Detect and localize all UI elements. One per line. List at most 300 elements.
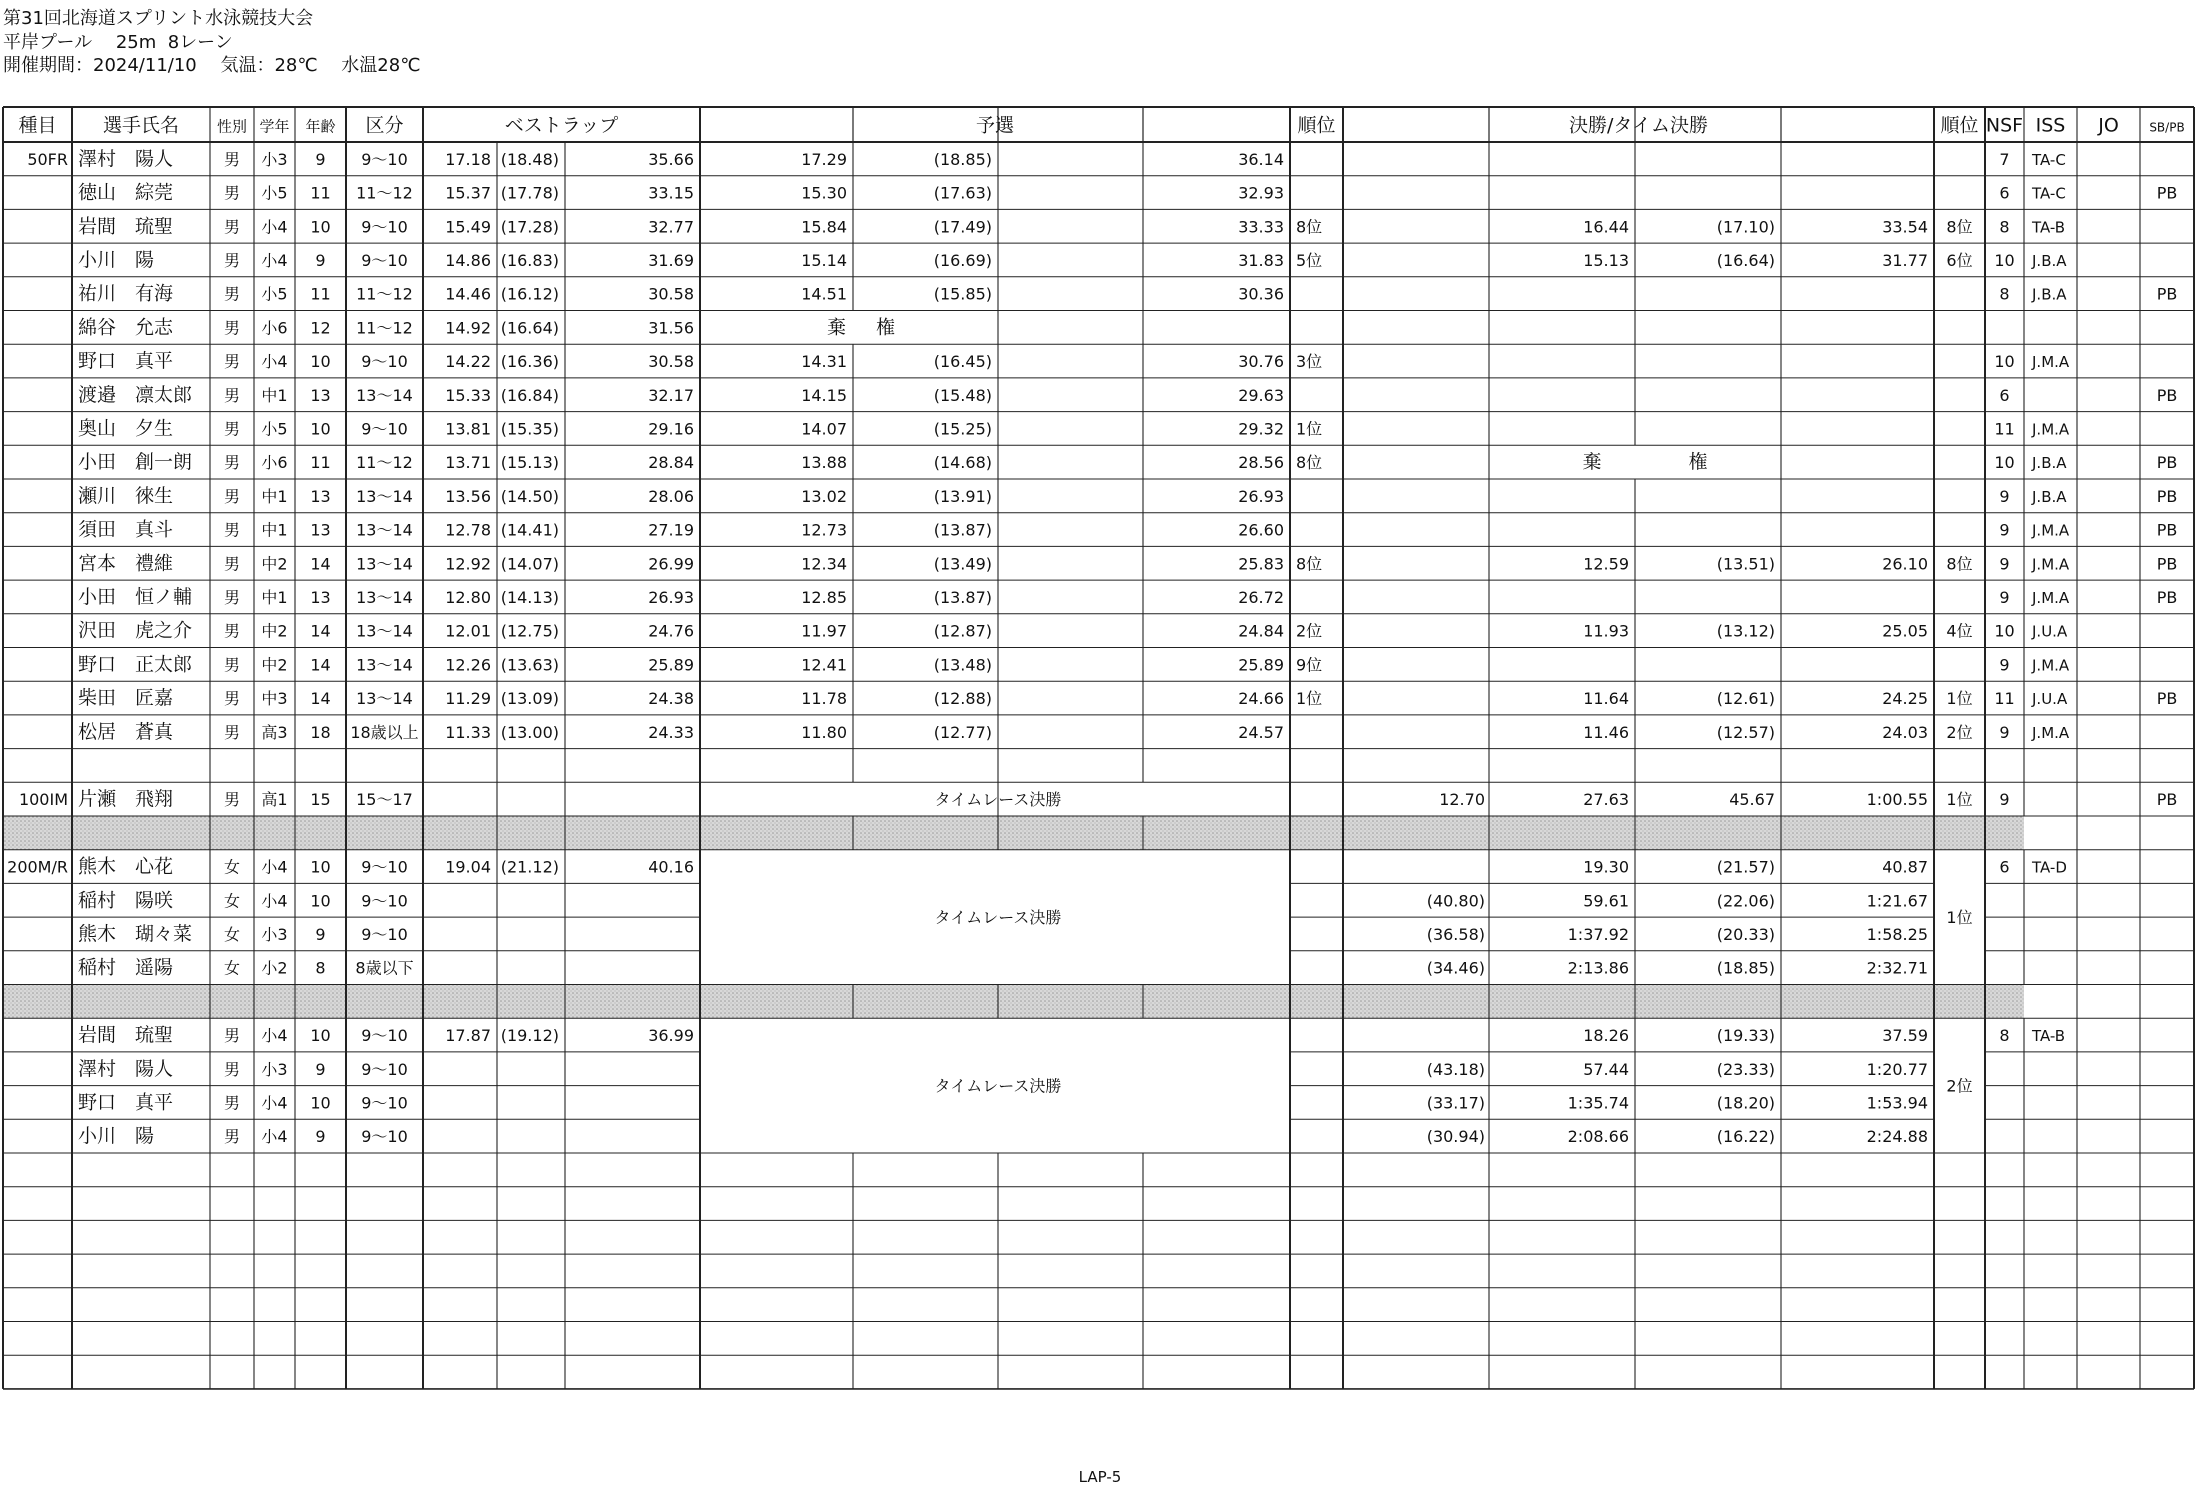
swimmer-name: 小川 陽 xyxy=(78,1125,155,1148)
sbpb-cell: PB xyxy=(2156,520,2178,540)
sbpb-cell: PB xyxy=(2156,587,2178,607)
final-rank: 1位 xyxy=(1946,689,1973,709)
age-cell: 10 xyxy=(310,857,331,877)
final-rank: 1位 xyxy=(1946,790,1973,810)
final-split: 59.61 xyxy=(1583,891,1629,911)
sex-cell: 男 xyxy=(223,250,241,270)
prelim-rank: 3位 xyxy=(1296,352,1323,372)
final-split: (40.80) xyxy=(1426,891,1485,911)
final-split: 2:08.66 xyxy=(1567,1127,1629,1147)
swimmer-name: 小田 創一朗 xyxy=(78,451,193,474)
grade-cell: 小2 xyxy=(261,958,288,978)
best-lap-split: (14.41) xyxy=(500,520,559,540)
final-time: 1:21.67 xyxy=(1866,891,1928,911)
grade-cell: 中1 xyxy=(261,587,288,607)
division-cell: 9～10 xyxy=(361,857,408,877)
shaded-separator-row xyxy=(3,816,2024,850)
final-split: (16.64) xyxy=(1716,250,1775,270)
age-cell: 13 xyxy=(310,385,331,405)
grade-cell: 小4 xyxy=(261,857,288,877)
final-split: 1:35.74 xyxy=(1567,1093,1629,1113)
sex-cell: 男 xyxy=(223,587,241,607)
iss-cell: J.B.A xyxy=(2032,454,2067,473)
nsf-cell: 8 xyxy=(1999,217,2010,237)
age-cell: 14 xyxy=(310,689,331,709)
prelim-time: 13.02 xyxy=(801,486,847,506)
prelim-time: 11.80 xyxy=(801,722,847,742)
prelim-time: 12.73 xyxy=(801,520,847,540)
prelim-time: 15.30 xyxy=(801,183,847,203)
sex-cell: 男 xyxy=(223,790,241,810)
col-header-final: 決勝/タイム決勝 xyxy=(1568,114,1709,137)
prelim-rank: 9位 xyxy=(1296,655,1323,675)
prelim-time: 15.14 xyxy=(801,250,847,270)
best-lap-split: 12.78 xyxy=(445,520,491,540)
iss-cell: J.M.A xyxy=(2032,656,2070,675)
final-withdraw: 棄 xyxy=(1582,451,1602,474)
prelim-time: (17.63) xyxy=(933,183,992,203)
sex-cell: 女 xyxy=(223,891,241,911)
iss-cell: TA-C xyxy=(2032,150,2066,169)
best-lap-total: 24.76 xyxy=(648,621,694,641)
final-time: 24.25 xyxy=(1882,689,1928,709)
best-lap-total: 24.33 xyxy=(648,722,694,742)
col-header-prelim: 予選 xyxy=(975,114,1015,137)
final-rank: 8位 xyxy=(1946,554,1973,574)
division-cell: 15～17 xyxy=(356,790,413,810)
swimmer-name: 澤村 陽人 xyxy=(78,147,174,170)
swimmer-name: 熊木 心花 xyxy=(78,855,174,878)
grade-cell: 小4 xyxy=(261,352,288,372)
swimmer-name: 野口 真平 xyxy=(78,1091,174,1114)
prelim-time: (17.49) xyxy=(933,217,992,237)
final-split: (18.85) xyxy=(1716,958,1775,978)
final-split: (33.17) xyxy=(1426,1093,1485,1113)
grade-cell: 中1 xyxy=(261,486,288,506)
final-split: (23.33) xyxy=(1716,1059,1775,1079)
shaded-separator-row xyxy=(3,985,2024,1019)
prelim-time-race-label: タイムレース決勝 xyxy=(934,790,1062,810)
prelim-rank: 8位 xyxy=(1296,554,1323,574)
division-cell: 9～10 xyxy=(361,924,408,944)
sex-cell: 女 xyxy=(223,857,241,877)
final-split: (36.58) xyxy=(1426,924,1485,944)
sex-cell: 男 xyxy=(223,520,241,540)
grade-cell: 小6 xyxy=(261,453,288,473)
final-rank: 2位 xyxy=(1946,722,1973,742)
nsf-cell: 11 xyxy=(1994,689,2015,709)
final-split: (16.22) xyxy=(1716,1127,1775,1147)
iss-cell: TA-B xyxy=(2032,218,2066,237)
col-header-division: 区分 xyxy=(365,114,404,137)
prelim-time: (13.87) xyxy=(933,520,992,540)
nsf-cell: 8 xyxy=(1999,284,2010,304)
best-lap-split: (19.12) xyxy=(500,1026,559,1046)
swimmer-name: 稲村 陽咲 xyxy=(78,889,174,912)
prelim-time: 29.32 xyxy=(1238,419,1284,439)
iss-cell: TA-D xyxy=(2032,858,2067,877)
final-split: (12.61) xyxy=(1716,689,1775,709)
best-lap-split: 19.04 xyxy=(445,857,491,877)
prelim-time: 24.66 xyxy=(1238,689,1284,709)
iss-cell: J.M.A xyxy=(2032,353,2070,372)
sex-cell: 男 xyxy=(223,1093,241,1113)
meet-conditions: 開催期間：2024/11/10 気温：28℃ 水温28℃ xyxy=(3,55,421,76)
best-lap-total: 33.15 xyxy=(648,183,694,203)
division-cell: 9～10 xyxy=(361,149,408,169)
prelim-time: (16.69) xyxy=(933,250,992,270)
swimmer-name: 岩間 琉聖 xyxy=(78,1024,174,1047)
nsf-cell: 6 xyxy=(1999,385,2010,405)
best-lap-split: (14.50) xyxy=(500,486,559,506)
best-lap-split: 14.92 xyxy=(445,318,491,338)
prelim-time: (12.88) xyxy=(933,689,992,709)
best-lap-split: (16.84) xyxy=(500,385,559,405)
best-lap-split: 15.49 xyxy=(445,217,491,237)
prelim-time: 14.31 xyxy=(801,352,847,372)
age-cell: 10 xyxy=(310,891,331,911)
best-lap-split: (14.07) xyxy=(500,554,559,574)
prelim-time: 13.88 xyxy=(801,453,847,473)
prelim-time: (18.85) xyxy=(933,149,992,169)
best-lap-split: (15.35) xyxy=(500,419,559,439)
event-cell: 100IM xyxy=(18,790,68,810)
best-lap-split: 14.86 xyxy=(445,250,491,270)
prelim-time: 26.93 xyxy=(1238,486,1284,506)
final-time: 1:53.94 xyxy=(1866,1093,1928,1113)
iss-cell: J.M.A xyxy=(2032,588,2070,607)
final-time: 31.77 xyxy=(1882,250,1928,270)
relay-final-rank: 2位 xyxy=(1946,1076,1973,1096)
sex-cell: 男 xyxy=(223,149,241,169)
division-cell: 9～10 xyxy=(361,1093,408,1113)
prelim-rank: 8位 xyxy=(1296,217,1323,237)
sex-cell: 男 xyxy=(223,318,241,338)
best-lap-split: 12.26 xyxy=(445,655,491,675)
final-split: (17.10) xyxy=(1716,217,1775,237)
prelim-rank: 8位 xyxy=(1296,453,1323,473)
final-split: 12.70 xyxy=(1439,790,1485,810)
best-lap-split: 15.37 xyxy=(445,183,491,203)
prelim-time: 30.76 xyxy=(1238,352,1284,372)
swimmer-name: 野口 真平 xyxy=(78,350,174,373)
division-cell: 9～10 xyxy=(361,1127,408,1147)
final-time: 1:00.55 xyxy=(1866,790,1928,810)
age-cell: 13 xyxy=(310,486,331,506)
swimmer-name: 奥山 夕生 xyxy=(78,417,174,440)
best-lap-split: 12.01 xyxy=(445,621,491,641)
col-header-prelim-rank: 順位 xyxy=(1297,114,1336,137)
best-lap-split: (17.28) xyxy=(500,217,559,237)
best-lap-total: 26.99 xyxy=(648,554,694,574)
best-lap-split: (18.48) xyxy=(500,149,559,169)
prelim-time: 12.85 xyxy=(801,587,847,607)
age-cell: 12 xyxy=(310,318,331,338)
prelim-time: 14.07 xyxy=(801,419,847,439)
best-lap-total: 25.89 xyxy=(648,655,694,675)
best-lap-split: (21.12) xyxy=(500,857,559,877)
nsf-cell: 8 xyxy=(1999,1026,2010,1046)
grade-cell: 小4 xyxy=(261,1093,288,1113)
nsf-cell: 9 xyxy=(1999,486,2010,506)
age-cell: 15 xyxy=(310,790,331,810)
best-lap-split: (16.83) xyxy=(500,250,559,270)
division-cell: 13～14 xyxy=(356,655,413,675)
final-split: 11.46 xyxy=(1583,722,1629,742)
age-cell: 11 xyxy=(310,284,331,304)
best-lap-split: (17.78) xyxy=(500,183,559,203)
prelim-rank: 1位 xyxy=(1296,689,1323,709)
col-header-nsf: NSF xyxy=(1985,114,2024,137)
prelim-time: 32.93 xyxy=(1238,183,1284,203)
nsf-cell: 9 xyxy=(1999,554,2010,574)
col-header-jo: JO xyxy=(2098,114,2119,137)
col-header-age: 年齢 xyxy=(305,117,336,136)
best-lap-total: 30.58 xyxy=(648,352,694,372)
sex-cell: 男 xyxy=(223,621,241,641)
venue-info: 平岸プール 25m 8レーン xyxy=(3,32,233,53)
swimmer-name: 祐川 有海 xyxy=(78,282,174,305)
best-lap-split: 15.33 xyxy=(445,385,491,405)
prelim-time: 15.84 xyxy=(801,217,847,237)
nsf-cell: 6 xyxy=(1999,183,2010,203)
swimmer-name: 渡邉 凛太郎 xyxy=(78,383,193,406)
best-lap-split: 17.18 xyxy=(445,149,491,169)
prelim-time: 31.83 xyxy=(1238,250,1284,270)
best-lap-split: 12.80 xyxy=(445,587,491,607)
iss-cell: J.M.A xyxy=(2032,521,2070,540)
final-split: 1:37.92 xyxy=(1567,924,1629,944)
best-lap-split: (13.63) xyxy=(500,655,559,675)
prelim-time: 14.15 xyxy=(801,385,847,405)
sex-cell: 男 xyxy=(223,1026,241,1046)
best-lap-split: 11.33 xyxy=(445,722,491,742)
prelim-time: (13.48) xyxy=(933,655,992,675)
nsf-cell: 10 xyxy=(1994,352,2015,372)
grade-cell: 小5 xyxy=(261,419,288,439)
prelim-time: 17.29 xyxy=(801,149,847,169)
iss-cell: J.M.A xyxy=(2032,555,2070,574)
final-time: 26.10 xyxy=(1882,554,1928,574)
nsf-cell: 9 xyxy=(1999,790,2010,810)
sex-cell: 男 xyxy=(223,284,241,304)
prelim-time: 29.63 xyxy=(1238,385,1284,405)
division-cell: 9～10 xyxy=(361,891,408,911)
final-split: (30.94) xyxy=(1426,1127,1485,1147)
swimmer-name: 沢田 虎之介 xyxy=(78,619,193,642)
final-split: 18.26 xyxy=(1583,1026,1629,1046)
best-lap-split: 12.92 xyxy=(445,554,491,574)
age-cell: 10 xyxy=(310,1026,331,1046)
age-cell: 10 xyxy=(310,217,331,237)
sex-cell: 男 xyxy=(223,1127,241,1147)
event-cell: 200M/R xyxy=(7,857,68,877)
division-cell: 13～14 xyxy=(356,486,413,506)
division-cell: 13～14 xyxy=(356,520,413,540)
best-lap-split: 17.87 xyxy=(445,1026,491,1046)
prelim-time: 26.60 xyxy=(1238,520,1284,540)
prelim-time: (13.91) xyxy=(933,486,992,506)
page-footer: LAP-5 xyxy=(1078,1468,1122,1486)
final-split: 45.67 xyxy=(1729,790,1775,810)
division-cell: 18歳以上 xyxy=(350,722,419,742)
prelim-withdraw: 棄 xyxy=(826,316,847,339)
best-lap-split: (13.09) xyxy=(500,689,559,709)
prelim-time: 25.89 xyxy=(1238,655,1284,675)
final-time: 37.59 xyxy=(1882,1026,1928,1046)
prelim-time: (15.25) xyxy=(933,419,992,439)
swimmer-name: 柴田 匠嘉 xyxy=(78,687,174,710)
final-split: 2:13.86 xyxy=(1567,958,1629,978)
prelim-time: (12.77) xyxy=(933,722,992,742)
best-lap-total: 36.99 xyxy=(648,1026,694,1046)
nsf-cell: 6 xyxy=(1999,857,2010,877)
prelim-time: (14.68) xyxy=(933,453,992,473)
prelim-time: 25.83 xyxy=(1238,554,1284,574)
grade-cell: 小5 xyxy=(261,284,288,304)
best-lap-split: 13.56 xyxy=(445,486,491,506)
division-cell: 9～10 xyxy=(361,419,408,439)
age-cell: 13 xyxy=(310,520,331,540)
swimmer-name: 片瀬 飛翔 xyxy=(78,788,174,811)
grade-cell: 中2 xyxy=(261,621,288,641)
grade-cell: 中1 xyxy=(261,520,288,540)
sex-cell: 男 xyxy=(223,419,241,439)
best-lap-split: 13.81 xyxy=(445,419,491,439)
sbpb-cell: PB xyxy=(2156,284,2178,304)
best-lap-total: 30.58 xyxy=(648,284,694,304)
grade-cell: 小3 xyxy=(261,924,288,944)
best-lap-total: 24.38 xyxy=(648,689,694,709)
prelim-rank: 5位 xyxy=(1296,250,1323,270)
prelim-time: 26.72 xyxy=(1238,587,1284,607)
prelim-time: 28.56 xyxy=(1238,453,1284,473)
sex-cell: 女 xyxy=(223,958,241,978)
age-cell: 14 xyxy=(310,655,331,675)
best-lap-split: (12.75) xyxy=(500,621,559,641)
sex-cell: 男 xyxy=(223,183,241,203)
final-rank: 4位 xyxy=(1946,621,1973,641)
sex-cell: 男 xyxy=(223,655,241,675)
prelim-time: 24.57 xyxy=(1238,722,1284,742)
sex-cell: 女 xyxy=(223,924,241,944)
iss-cell: J.M.A xyxy=(2032,420,2070,439)
swimmer-name: 綿谷 允志 xyxy=(78,316,174,339)
best-lap-total: 26.93 xyxy=(648,587,694,607)
age-cell: 13 xyxy=(310,587,331,607)
sex-cell: 男 xyxy=(223,385,241,405)
meet-title: 第31回北海道スプリント水泳競技大会 xyxy=(3,8,314,29)
age-cell: 18 xyxy=(310,722,331,742)
final-time: 24.03 xyxy=(1882,722,1928,742)
grade-cell: 小4 xyxy=(261,250,288,270)
prelim-time: (15.48) xyxy=(933,385,992,405)
relay-final-rank: 1位 xyxy=(1946,908,1973,928)
nsf-cell: 11 xyxy=(1994,419,2015,439)
age-cell: 9 xyxy=(315,924,326,944)
swimmer-name: 熊木 瑚々菜 xyxy=(78,922,193,945)
grade-cell: 小4 xyxy=(261,217,288,237)
event-cell: 50FR xyxy=(27,149,68,169)
col-header-grade: 学年 xyxy=(259,117,290,136)
prelim-time: 12.34 xyxy=(801,554,847,574)
age-cell: 10 xyxy=(310,419,331,439)
grade-cell: 小6 xyxy=(261,318,288,338)
age-cell: 11 xyxy=(310,453,331,473)
division-cell: 13～14 xyxy=(356,621,413,641)
best-lap-split: (16.36) xyxy=(500,352,559,372)
age-cell: 9 xyxy=(315,1059,326,1079)
sex-cell: 男 xyxy=(223,217,241,237)
swimmer-name: 松居 蒼真 xyxy=(78,720,174,743)
best-lap-split: (15.13) xyxy=(500,453,559,473)
sex-cell: 男 xyxy=(223,486,241,506)
swimmer-name: 野口 正太郎 xyxy=(78,653,193,676)
division-cell: 9～10 xyxy=(361,1026,408,1046)
swimmer-name: 稲村 遥陽 xyxy=(78,956,174,979)
final-split: 11.64 xyxy=(1583,689,1629,709)
sex-cell: 男 xyxy=(223,1059,241,1079)
prelim-time: 14.51 xyxy=(801,284,847,304)
prelim-rank: 2位 xyxy=(1296,621,1323,641)
division-cell: 9～10 xyxy=(361,217,408,237)
best-lap-total: 35.66 xyxy=(648,149,694,169)
sbpb-cell: PB xyxy=(2156,486,2178,506)
sex-cell: 男 xyxy=(223,453,241,473)
nsf-cell: 9 xyxy=(1999,520,2010,540)
final-split: (22.06) xyxy=(1716,891,1775,911)
final-withdraw: 権 xyxy=(1688,451,1708,474)
final-split: 11.93 xyxy=(1583,621,1629,641)
final-split: 57.44 xyxy=(1583,1059,1629,1079)
nsf-cell: 7 xyxy=(1999,149,2010,169)
sbpb-cell: PB xyxy=(2156,689,2178,709)
sex-cell: 男 xyxy=(223,352,241,372)
relay-time-race-label: タイムレース決勝 xyxy=(934,1076,1062,1096)
final-split: 19.30 xyxy=(1583,857,1629,877)
best-lap-split: 14.46 xyxy=(445,284,491,304)
best-lap-total: 40.16 xyxy=(648,857,694,877)
best-lap-total: 31.69 xyxy=(648,250,694,270)
best-lap-total: 28.06 xyxy=(648,486,694,506)
best-lap-total: 29.16 xyxy=(648,419,694,439)
division-cell: 13～14 xyxy=(356,554,413,574)
age-cell: 10 xyxy=(310,1093,331,1113)
sbpb-cell: PB xyxy=(2156,554,2178,574)
prelim-time: 12.41 xyxy=(801,655,847,675)
final-rank: 8位 xyxy=(1946,217,1973,237)
final-split: 12.59 xyxy=(1583,554,1629,574)
relay-time-race-label: タイムレース決勝 xyxy=(934,908,1062,928)
swimmer-name: 澤村 陽人 xyxy=(78,1057,174,1080)
prelim-time: (15.85) xyxy=(933,284,992,304)
sbpb-cell: PB xyxy=(2156,183,2178,203)
sbpb-cell: PB xyxy=(2156,385,2178,405)
grade-cell: 小4 xyxy=(261,1026,288,1046)
best-lap-total: 28.84 xyxy=(648,453,694,473)
division-cell: 9～10 xyxy=(361,1059,408,1079)
best-lap-split: (14.13) xyxy=(500,587,559,607)
final-split: (34.46) xyxy=(1426,958,1485,978)
grade-cell: 小3 xyxy=(261,1059,288,1079)
age-cell: 11 xyxy=(310,183,331,203)
grade-cell: 高3 xyxy=(261,722,288,742)
age-cell: 9 xyxy=(315,250,326,270)
best-lap-split: (16.64) xyxy=(500,318,559,338)
swimmer-name: 岩間 琉聖 xyxy=(78,215,174,238)
prelim-time: 30.36 xyxy=(1238,284,1284,304)
final-rank: 6位 xyxy=(1946,250,1973,270)
